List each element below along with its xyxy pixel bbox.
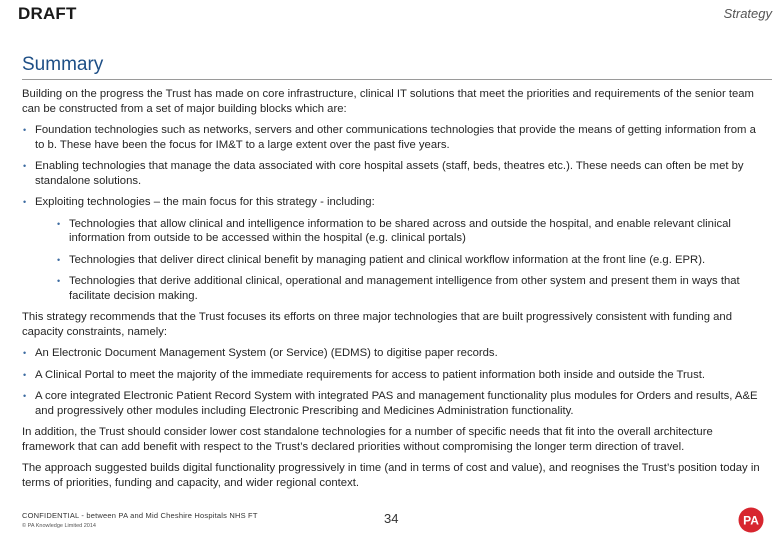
intro-paragraph: Building on the progress the Trust has made on core infrastructure, clinical IT solutions that meet the priorities and requirements of the senior team can be constructed from a set of major building blocks which are: (22, 88, 754, 115)
list-item: • A core integrated Electronic Patient Record System with integrated PAS and management functionality plus modules for Orders and results, A&E and progressively other modules including Electronic Prescribing and Medicines Administration functionality. (22, 389, 766, 418)
approach-paragraph: The approach suggested builds digital functionality progressively in time (and in terms of cost and value), and reognises the Trust’s position today in terms of priorities, funding and capacity, and wider regional context. (22, 462, 760, 489)
major-technologies-list (22, 346, 766, 418)
list-item-exploiting (22, 195, 766, 303)
summary-content (22, 87, 766, 497)
recommendation-paragraph: This strategy recommends that the Trust focuses its efforts on three major technologies that are built progressively consistent with funding and capacity constraints, namely: (22, 311, 732, 338)
sub-list-item: • Technologies that deliver direct clinical benefit by managing patient and clinical workflow information at the front line (e.g. EPR). (35, 253, 766, 268)
confidential-notice: CONFIDENTIAL - between PA and Mid Cheshire Hospitals NHS FT (22, 511, 258, 520)
pa-logo (738, 507, 764, 533)
building-blocks-list (22, 123, 766, 303)
page-title: Summary (22, 54, 104, 75)
list-item: • Enabling technologies that manage the data associated with core hospital assets (staff, beds, theatres etc.). These needs can often be met by standalone solutions. (22, 159, 766, 188)
list-item-text: Exploiting technologies – the main focus for this strategy - including: (35, 196, 375, 208)
sub-list-item: • Technologies that derive additional clinical, operational and management intelligence from other system and present them in ways that facilitate decision making. (35, 274, 766, 303)
list-item: • Foundation technologies such as networks, servers and other communications technologies that provide the means of getting information from a to b. These have been the focus for IM&T to a large extent over the past five years. (22, 123, 766, 152)
copyright-notice: © PA Knowledge Limited 2014 (22, 523, 96, 529)
pa-logo-text: PA (743, 513, 759, 528)
page-number: 34 (384, 511, 399, 526)
section-label: Strategy (723, 6, 772, 21)
list-item: • A Clinical Portal to meet the majority of the immediate requirements for access to patient information both inside and outside the Trust. (22, 368, 766, 383)
exploiting-sublist (35, 217, 766, 304)
title-divider (22, 79, 772, 80)
draft-label: DRAFT (18, 4, 77, 23)
addition-paragraph: In addition, the Trust should consider lower cost standalone technologies for a number of specific needs that fit into the overall architecture framework that can add benefit with respect to the Trust’s declared priorities without compromising the longer term direction of travel. (22, 426, 713, 453)
list-item: • An Electronic Document Management System (or Service) (EDMS) to digitise paper records. (22, 346, 766, 361)
sub-list-item: • Technologies that allow clinical and intelligence information to be shared across and outside the hospital, and enable relevant clinical information from outside to be accessed within the hospital (e.g. clinical portals) (35, 217, 766, 246)
